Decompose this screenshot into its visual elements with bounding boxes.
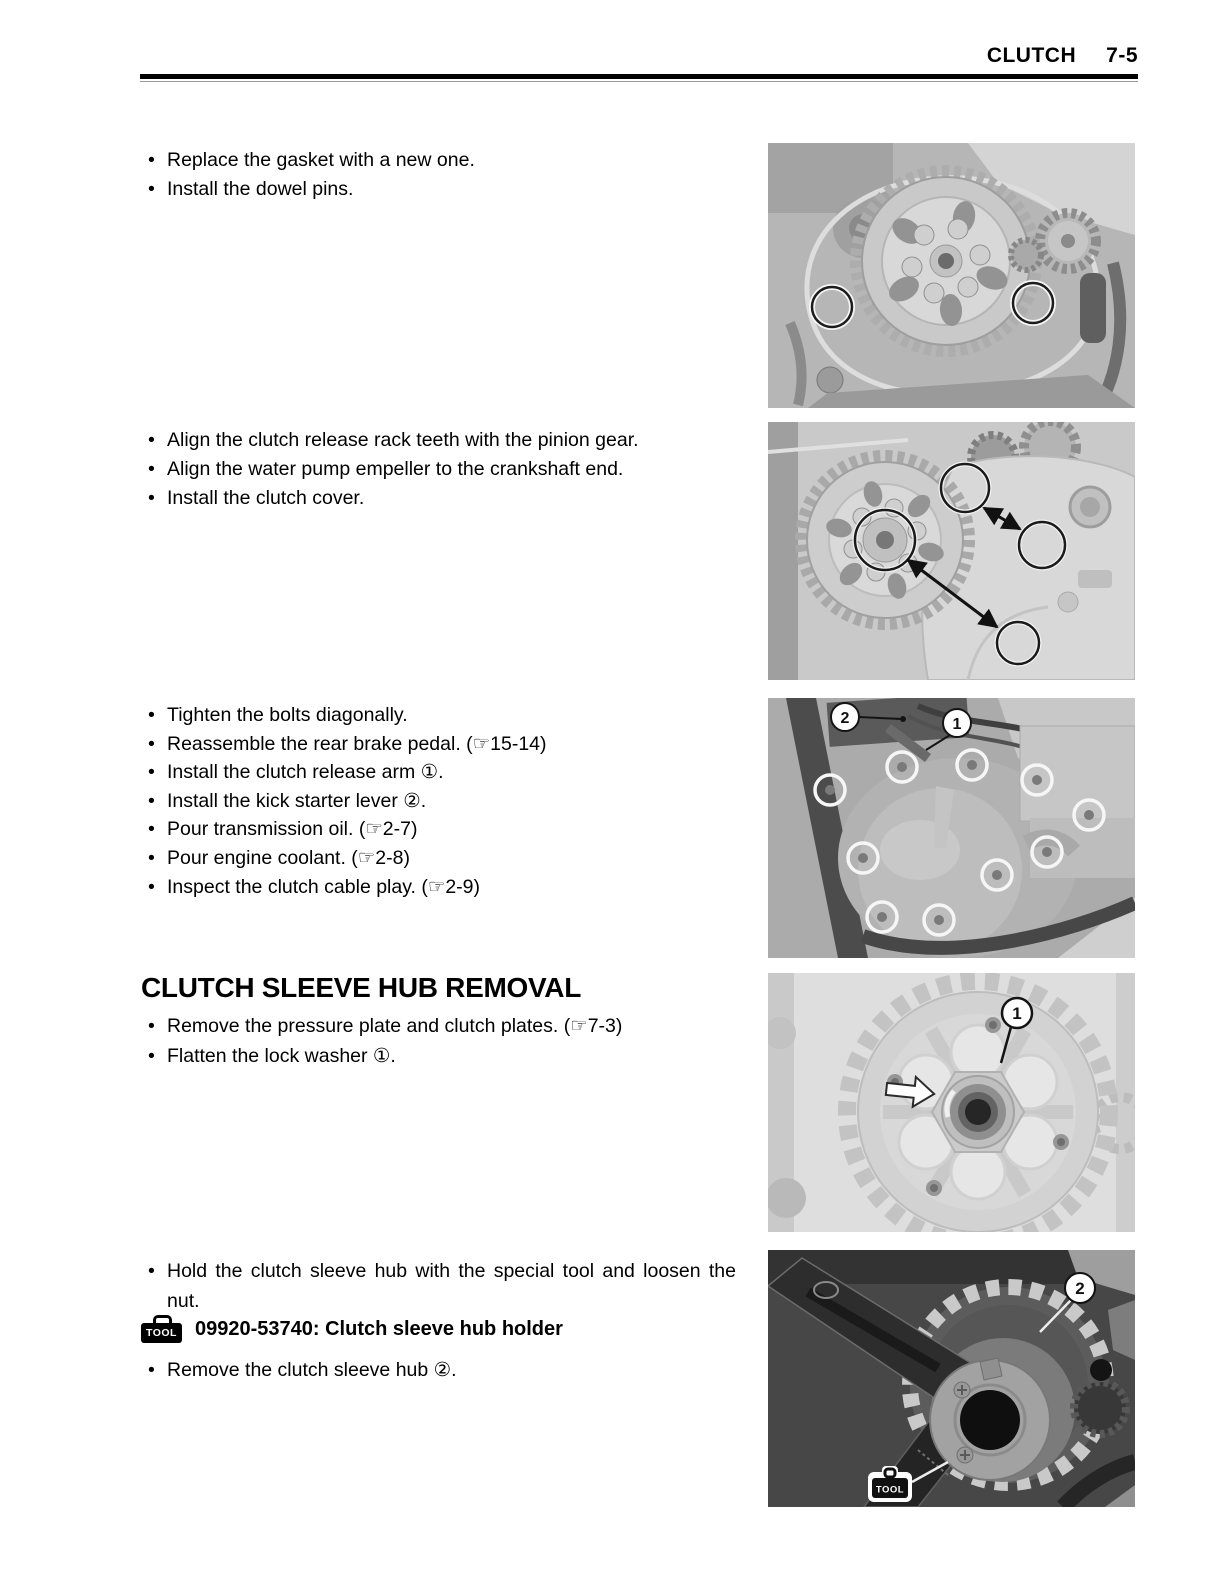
figure-clutch-cover-bolts-photo — [768, 698, 1135, 958]
label-1-text: 1 — [952, 716, 962, 733]
label-1-text: 1 — [1012, 1004, 1022, 1023]
instruction-item: • Flatten the lock washer ①. — [147, 1041, 759, 1071]
instruction-item: • Align the clutch release rack teeth with the pinion gear. — [147, 426, 759, 455]
instruction-item: • Tighten the bolts diagonally. — [147, 701, 759, 730]
instruction-item: • Install the kick starter lever ②. — [147, 787, 759, 816]
toolbox-icon-label: TOOL — [141, 1323, 182, 1343]
instruction-item: • Remove the clutch sleeve hub ②. — [147, 1356, 759, 1385]
instruction-item: • Inspect the clutch cable play. (☞2-9) — [147, 873, 759, 902]
chapter-title: CLUTCH — [986, 44, 1077, 67]
instruction-item: • Pour transmission oil. (☞2-7) — [147, 815, 759, 844]
figure-clutch-sleeve-hub-photo — [768, 973, 1135, 1232]
remove-hub-instruction — [147, 1356, 759, 1385]
page-number: 7-5 — [1106, 44, 1138, 67]
figure-sleeve-hub-holder-tool-photo — [768, 1250, 1135, 1507]
instruction-item: • Pour engine coolant. (☞2-8) — [147, 844, 759, 873]
alignment-instructions-list — [147, 426, 759, 513]
instruction-item: • Hold the clutch sleeve hub with the special tool and loosen the nut. — [147, 1256, 736, 1316]
instruction-item: • Reassemble the rear brake pedal. (☞15-14) — [147, 730, 759, 759]
gasket-instructions-list — [147, 146, 759, 204]
hold-hub-instruction — [147, 1256, 736, 1316]
special-tool-callout — [141, 1315, 563, 1343]
header-rule — [140, 74, 1138, 79]
tool-badge-text: TOOL — [875, 1484, 905, 1496]
special-tool-part-number: 09920-53740: Clutch sleeve hub holder — [195, 1317, 563, 1340]
instruction-item: • Align the water pump empeller to the crankshaft end. — [147, 455, 759, 484]
removal-instructions-list — [147, 1011, 759, 1072]
toolbox-icon — [141, 1315, 182, 1343]
instruction-item: • Install the clutch cover. — [147, 484, 759, 513]
holder-plate — [930, 1358, 1050, 1480]
figure-clutch-cover-alignment-photo — [768, 422, 1135, 680]
instruction-item: • Replace the gasket with a new one. — [147, 146, 759, 175]
section-title: CLUTCH SLEEVE HUB REMOVAL — [141, 972, 581, 1003]
running-header — [987, 44, 1138, 68]
figure-gasket-dowel-pins-photo — [768, 143, 1135, 408]
label-2-text: 2 — [840, 710, 850, 727]
label-2-text: 2 — [1075, 1279, 1085, 1298]
finishing-instructions-list — [147, 701, 759, 901]
instruction-item: • Install the clutch release arm ①. — [147, 758, 759, 787]
instruction-item: • Install the dowel pins. — [147, 175, 759, 204]
instruction-item: • Remove the pressure plate and clutch plates. (☞7-3) — [147, 1011, 759, 1041]
header-rule-shadow — [140, 81, 1138, 82]
